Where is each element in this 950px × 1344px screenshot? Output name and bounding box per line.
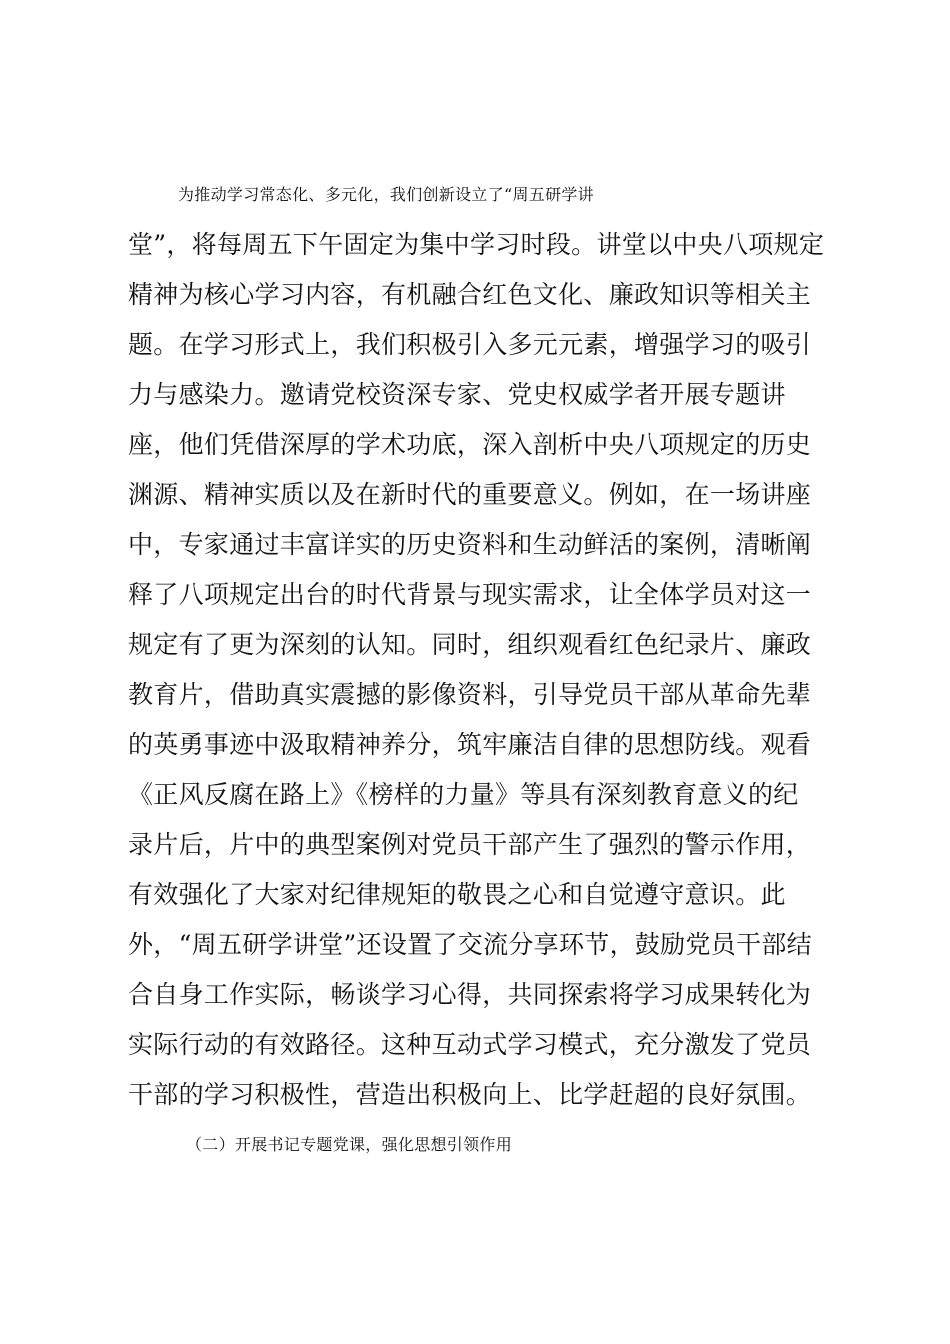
paragraph-line: 合自身工作实际，畅谈学习心得，共同探索将学习成果转化为 bbox=[128, 980, 812, 1009]
paragraph-line: 规定有了更为深刻的认知。同时，组织观看红色纪录片、廉政 bbox=[128, 630, 812, 659]
paragraph-line: 录片后，片中的典型案例对党员干部产生了强烈的警示作用， bbox=[128, 830, 812, 859]
paragraph-line: 力与感染力。邀请党校资深专家、党史权威学者开展专题讲 bbox=[128, 380, 786, 409]
paragraph-line: 《正风反腐在路上》《榜样的力量》等具有深刻教育意义的纪 bbox=[128, 780, 799, 809]
paragraph-line: 教育片，借助真实震撼的影像资料，引导党员干部从革命先辈 bbox=[128, 680, 812, 709]
paragraph-line: 中，专家通过丰富详实的历史资料和生动鲜活的案例，清晰阐 bbox=[128, 530, 812, 559]
paragraph-line: 实际行动的有效路径。这种互动式学习模式，充分激发了党员 bbox=[128, 1030, 812, 1059]
paragraph-line: 干部的学习积极性，营造出积极向上、比学赶超的良好氛围。 bbox=[128, 1080, 812, 1109]
paragraph-line: 精神为核心学习内容，有机融合红色文化、廉政知识等相关主 bbox=[128, 280, 812, 309]
paragraph-line: 为推动学习常态化、多元化，我们创新设立了“周五研学讲 bbox=[178, 185, 594, 204]
paragraph-line: 题。在学习形式上，我们积极引入多元元素，增强学习的吸引 bbox=[128, 330, 812, 359]
paragraph-line: 释了八项规定出台的时代背景与现实需求，让全体学员对这一 bbox=[128, 580, 812, 609]
paragraph-line: 渊源、精神实质以及在新时代的重要意义。例如，在一场讲座 bbox=[128, 480, 812, 509]
paragraph-line: 有效强化了大家对纪律规矩的敬畏之心和自觉遵守意识。此 bbox=[128, 880, 786, 909]
paragraph-line: 堂”，将每周五下午固定为集中学习时段。讲堂以中央八项规定 bbox=[128, 230, 825, 259]
paragraph-line: 的英勇事迹中汲取精神养分，筑牢廉洁自律的思想防线。观看 bbox=[128, 730, 812, 759]
paragraph-line: 座，他们凭借深厚的学术功底，深入剖析中央八项规定的历史 bbox=[128, 430, 812, 459]
section-heading: （二）开展书记专题党课，强化思想引领作用 bbox=[186, 1135, 513, 1154]
paragraph-line: 外，“周五研学讲堂”还设置了交流分享环节，鼓励党员干部结 bbox=[128, 930, 812, 959]
